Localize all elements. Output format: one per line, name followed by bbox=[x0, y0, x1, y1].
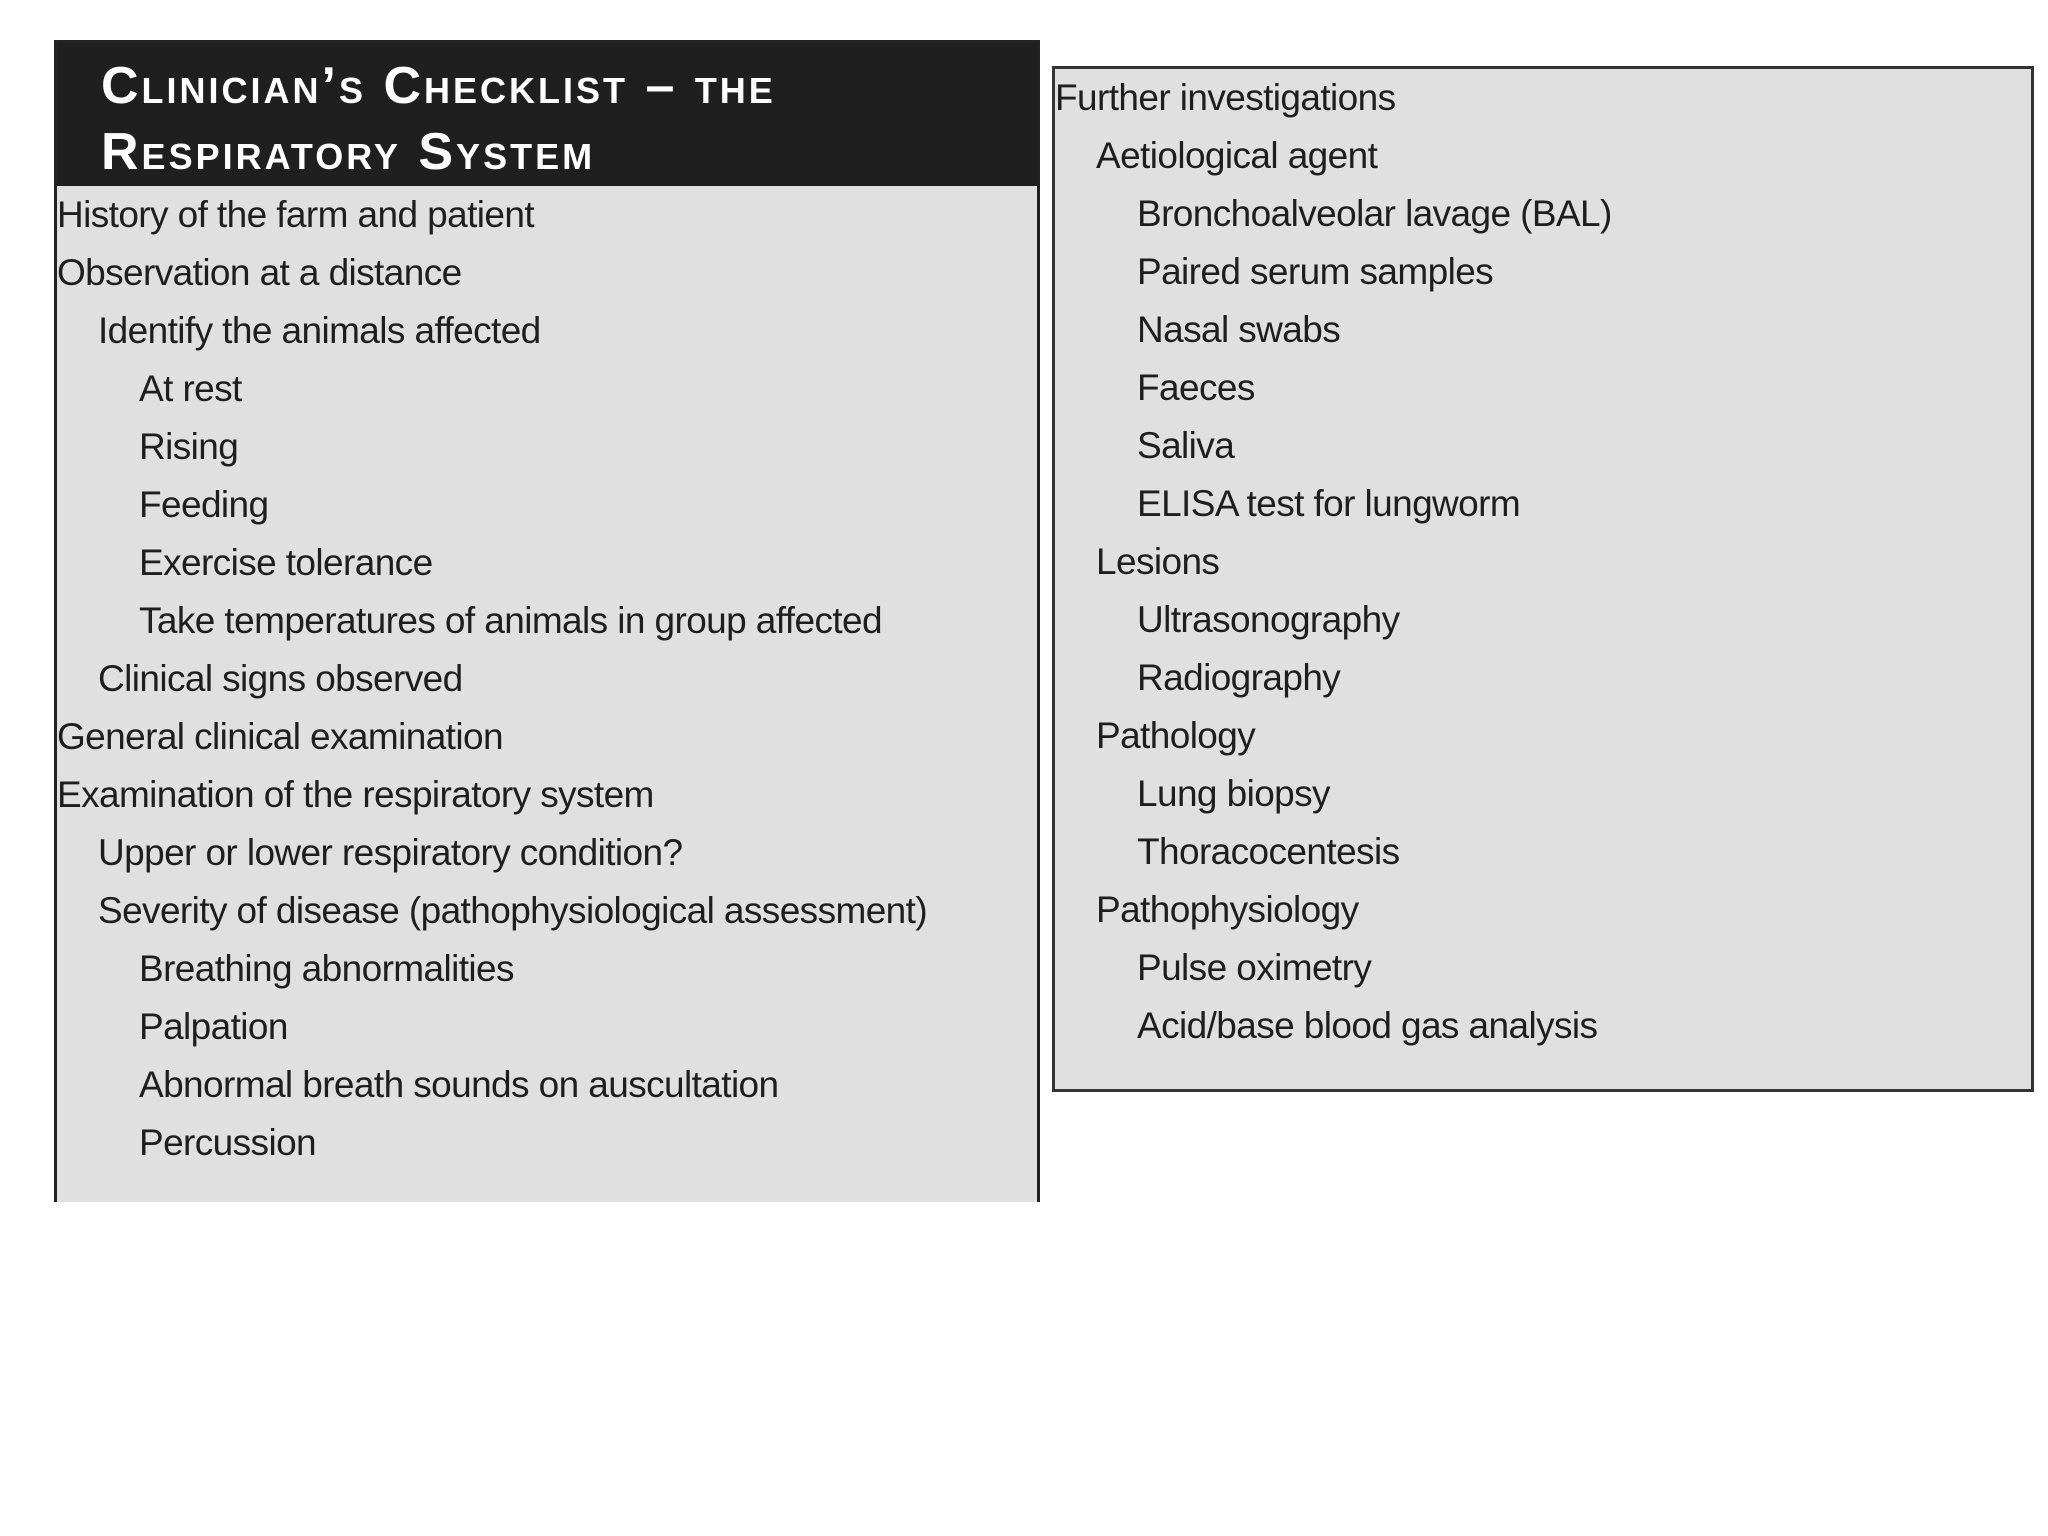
checklist-panel-right bbox=[1052, 66, 2034, 1092]
checklist-header bbox=[57, 43, 1037, 186]
checklist-item: Faeces bbox=[1137, 367, 1255, 408]
checklist-item: Percussion bbox=[139, 1122, 317, 1163]
checklist-list-right bbox=[1055, 69, 2031, 1055]
checklist-item: Further investigations bbox=[1055, 77, 1396, 118]
checklist-item: Severity of disease (pathophysiological assessment) bbox=[98, 890, 928, 931]
checklist-item: Nasal swabs bbox=[1137, 309, 1341, 350]
checklist-panel-left bbox=[54, 40, 1040, 1202]
checklist-item: At rest bbox=[139, 368, 242, 409]
checklist-item: Saliva bbox=[1137, 425, 1235, 466]
checklist-item: Paired serum samples bbox=[1137, 251, 1494, 292]
checklist-item: Aetiological agent bbox=[1096, 135, 1378, 176]
checklist-item: Breathing abnormalities bbox=[139, 948, 514, 989]
checklist-item: Feeding bbox=[139, 484, 269, 525]
checklist-item: Pathophysiology bbox=[1096, 889, 1359, 930]
checklist-item: Bronchoalveolar lavage (BAL) bbox=[1137, 193, 1612, 234]
checklist-item: Lung biopsy bbox=[1137, 773, 1330, 814]
checklist-item: Thoracocentesis bbox=[1137, 831, 1400, 872]
checklist-item: Examination of the respiratory system bbox=[57, 774, 654, 815]
checklist-item: Radiography bbox=[1137, 657, 1341, 698]
checklist-item: Clinical signs observed bbox=[98, 658, 463, 699]
checklist-item: General clinical examination bbox=[57, 716, 503, 757]
checklist-title-line-1: Clinician’s Checklist – the bbox=[101, 57, 776, 115]
checklist-item: Rising bbox=[139, 426, 239, 467]
checklist-item: Acid/base blood gas analysis bbox=[1137, 1005, 1598, 1046]
checklist-item: Ultrasonography bbox=[1137, 599, 1400, 640]
checklist-item: Identify the animals affected bbox=[98, 310, 541, 351]
checklist-item: History of the farm and patient bbox=[57, 194, 535, 235]
checklist-item: Observation at a distance bbox=[57, 252, 462, 293]
checklist-item: Lesions bbox=[1096, 541, 1220, 582]
checklist-title-line-2: Respiratory System bbox=[101, 123, 596, 181]
checklist-item: Palpation bbox=[139, 1006, 288, 1047]
checklist-item: Abnormal breath sounds on auscultation bbox=[139, 1064, 779, 1105]
checklist-item: Take temperatures of animals in group affected bbox=[139, 600, 882, 641]
checklist-item: Pulse oximetry bbox=[1137, 947, 1372, 988]
checklist-list-left bbox=[57, 186, 1037, 1172]
checklist-item: Pathology bbox=[1096, 715, 1256, 756]
checklist-item: Exercise tolerance bbox=[139, 542, 433, 583]
checklist-item: ELISA test for lungworm bbox=[1137, 483, 1521, 524]
checklist-item: Upper or lower respiratory condition? bbox=[98, 832, 683, 873]
